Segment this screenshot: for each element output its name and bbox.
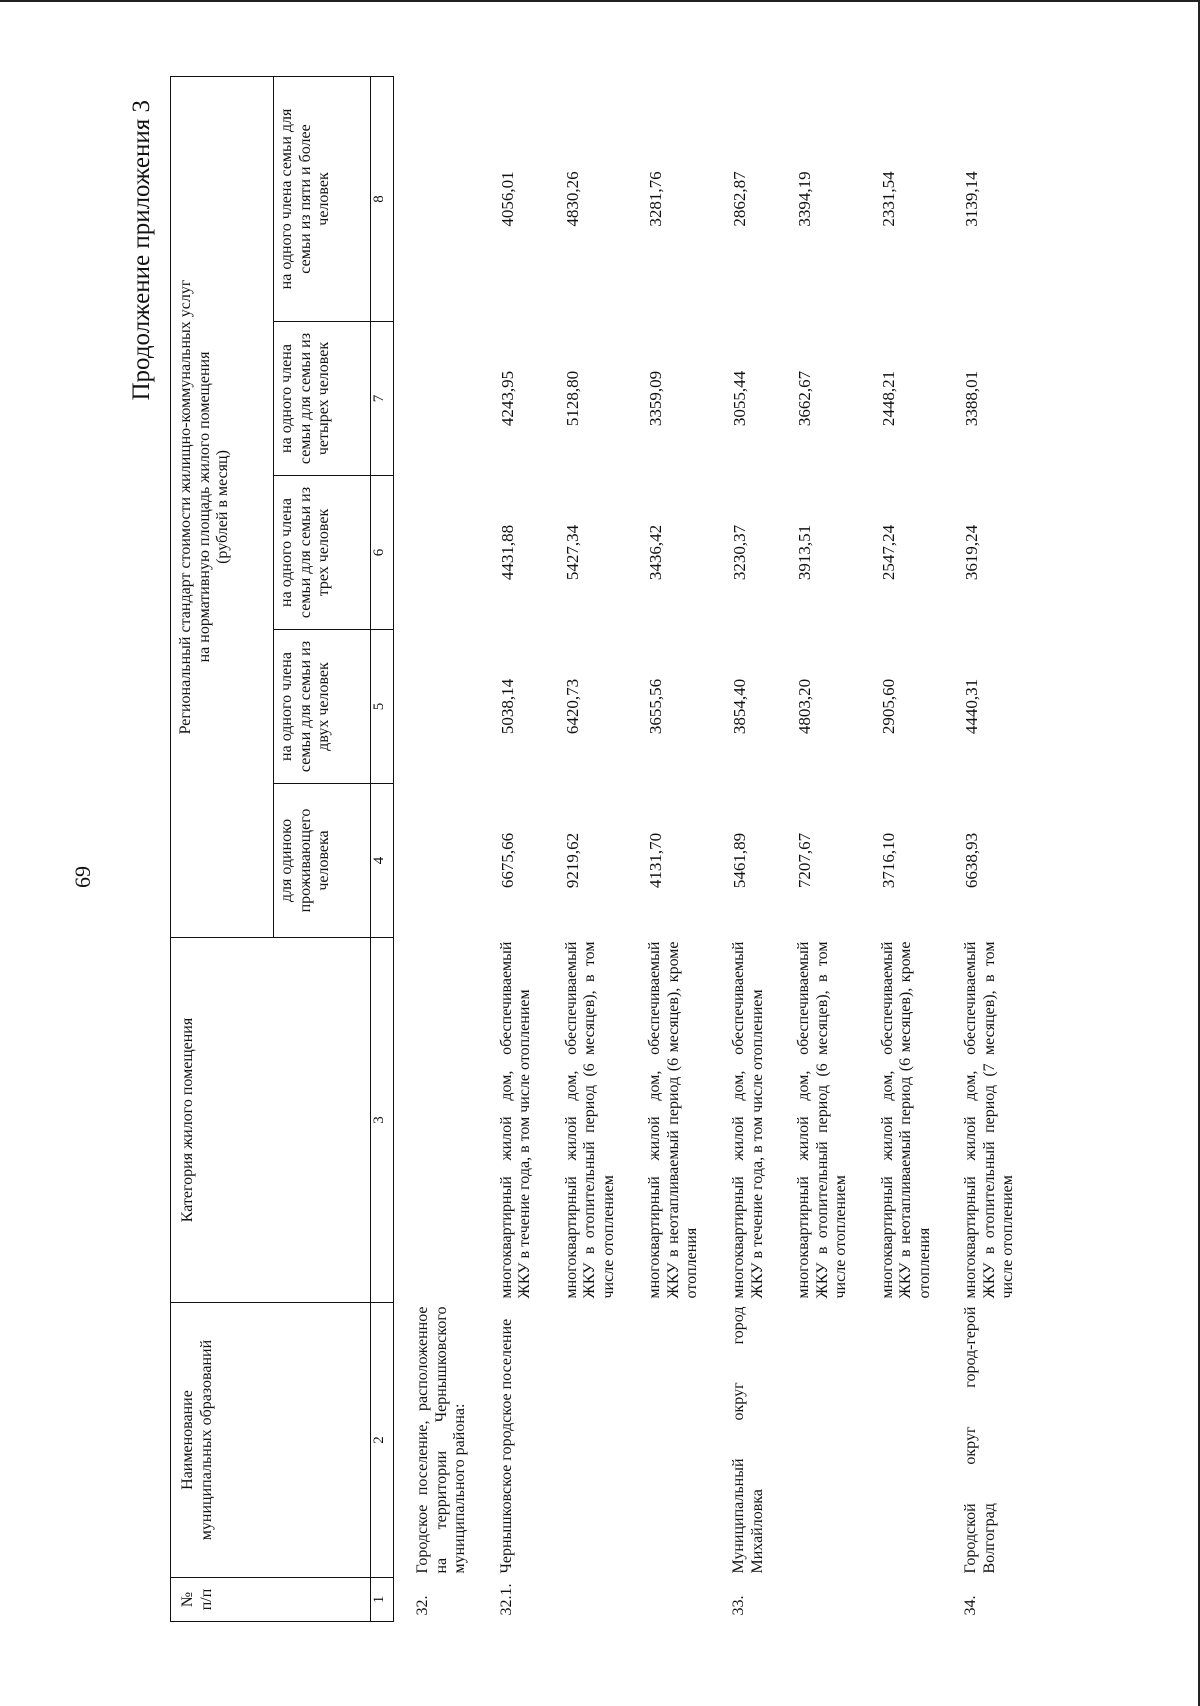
standard-value: 6638,93 [962,832,982,889]
standard-value: 4131,70 [646,832,666,889]
standard-value: 2547,24 [878,524,898,581]
table-row [394,76,484,1621]
municipality-name [865,1303,949,1578]
standard-value: 4431,88 [497,524,517,581]
standard-value: 2862,87 [730,171,750,227]
col-number-7: 7 [371,322,394,476]
standard-value: 5427,34 [562,524,582,581]
standard-value [394,784,484,938]
row-number [781,1578,865,1622]
housing-category: многоквартирный жилой дом, обеспечиваемый ЖКУ в отопительный период (6 месяцев), в том числе отоплением [562,941,617,1299]
housing-category: многоквартирный жилой дом, обеспечиваемый ЖКУ в отопительный период (7 месяцев), в том числе отоплением [962,941,1017,1299]
standard-value: 3230,37 [730,524,750,581]
standard-value: 2905,60 [878,678,898,735]
header-sub-2: на одного члена семьи для семьи из двух человек [274,630,371,784]
col-number-6: 6 [371,476,394,630]
header-category: Категория жилого помещения [171,938,371,1303]
row-number: 32.1. [497,1583,515,1616]
col-number-8: 8 [371,76,394,321]
row-number: 33. [730,1595,748,1616]
standard-value: 4830,26 [562,171,582,227]
row-number [632,1578,716,1622]
standard-value: 3394,19 [795,171,815,227]
header-sub-4: на одного члена семьи для семьи из четырех человек [274,322,371,476]
standard-value: 3913,51 [795,524,815,581]
standards-table [170,76,1032,1622]
housing-category [394,938,484,1303]
housing-category: многоквартирный жилой дом, обеспечиваемый ЖКУ в отопительный период (6 месяцев), в том числе отоплением [795,941,850,1299]
row-number: 34. [962,1595,980,1616]
header-standard: Региональный стандарт стоимости жилищно-коммунальных услуг на нормативную площадь жилого помещения (рублей в месяц) [171,76,274,937]
standard-value [394,322,484,476]
header-name: Наименование муниципальных образований [171,1303,371,1578]
row-number: 32. [414,1595,431,1616]
table-row [549,76,633,1621]
standard-value: 3436,42 [646,524,666,581]
header-num: № п/п [171,1578,371,1622]
col-number-3: 3 [371,938,394,1303]
col-number-1: 1 [371,1578,394,1622]
municipality-name: Муниципальный округ город Михайловка [730,1306,766,1574]
table-row [716,76,781,1621]
standard-value: 3619,24 [962,524,982,581]
standard-value: 3388,01 [962,370,982,427]
header-sub-5: на одного члена семьи для семьи из пяти и более человек [274,76,371,321]
page-number: 69 [70,866,95,888]
standard-value [394,76,484,321]
header-sub-3: на одного члена семьи для семьи из трех человек [274,476,371,630]
table-row [632,76,716,1621]
row-number [865,1578,949,1622]
table-row [484,76,549,1621]
standard-value: 6675,66 [497,832,517,889]
standard-value: 3281,76 [646,171,666,227]
municipality-name [781,1303,865,1578]
col-number-5: 5 [371,630,394,784]
standard-value: 3854,40 [730,678,750,735]
housing-category: многоквартирный жилой дом, обеспечиваемый ЖКУ в неотапливаемый период (6 месяцев), кроме отопления [646,941,701,1299]
standard-value: 2448,21 [878,370,898,427]
municipality-name [549,1303,633,1578]
header-sub-1: для одиноко проживающего человека [274,784,371,938]
standard-value: 9219,62 [562,832,582,889]
standard-value: 3716,10 [878,832,898,889]
housing-category: многоквартирный жилой дом, обеспечиваемый ЖКУ в течение года, в том числе отоплением [730,941,766,1299]
municipality-name: Городской округ город-герой Волгоград [962,1306,998,1574]
standard-value: 3139,14 [962,171,982,227]
housing-category: многоквартирный жилой дом, обеспечиваемый ЖКУ в неотапливаемый период (6 месяцев), кроме отопления [878,941,933,1299]
table-row [865,76,949,1621]
col-number-4: 4 [371,784,394,938]
municipality-name [632,1303,716,1578]
housing-category: многоквартирный жилой дом, обеспечиваемый ЖКУ в течение года, в том числе отоплением [497,941,534,1299]
standard-value: 4803,20 [795,678,815,735]
standard-value: 3055,44 [730,370,750,427]
appendix-title: Продолжение приложения 3 [128,100,155,401]
standard-value: 2331,54 [878,171,898,227]
standard-value: 5128,80 [562,370,582,427]
table-row [781,76,865,1621]
row-number [549,1578,633,1622]
standard-value: 7207,67 [795,832,815,889]
standard-value [394,476,484,630]
standard-value: 5038,14 [497,678,517,735]
standard-value: 4243,95 [497,370,517,427]
standard-value: 4440,31 [962,678,982,735]
standard-value: 5461,89 [730,832,750,889]
standard-value: 3359,09 [646,370,666,427]
standard-value: 6420,73 [562,678,582,735]
table-body [394,76,1033,1621]
table-row [948,76,1032,1621]
standard-value: 3662,67 [795,370,815,427]
standard-value: 4056,01 [497,171,517,227]
municipality-name: Городское поселение, расположенное на территории Чернышковского муниципального района: [414,1306,469,1574]
standard-value: 3655,56 [646,678,666,735]
standard-value [394,630,484,784]
municipality-name: Чернышковское городское поселение [497,1318,515,1574]
col-number-2: 2 [371,1303,394,1578]
